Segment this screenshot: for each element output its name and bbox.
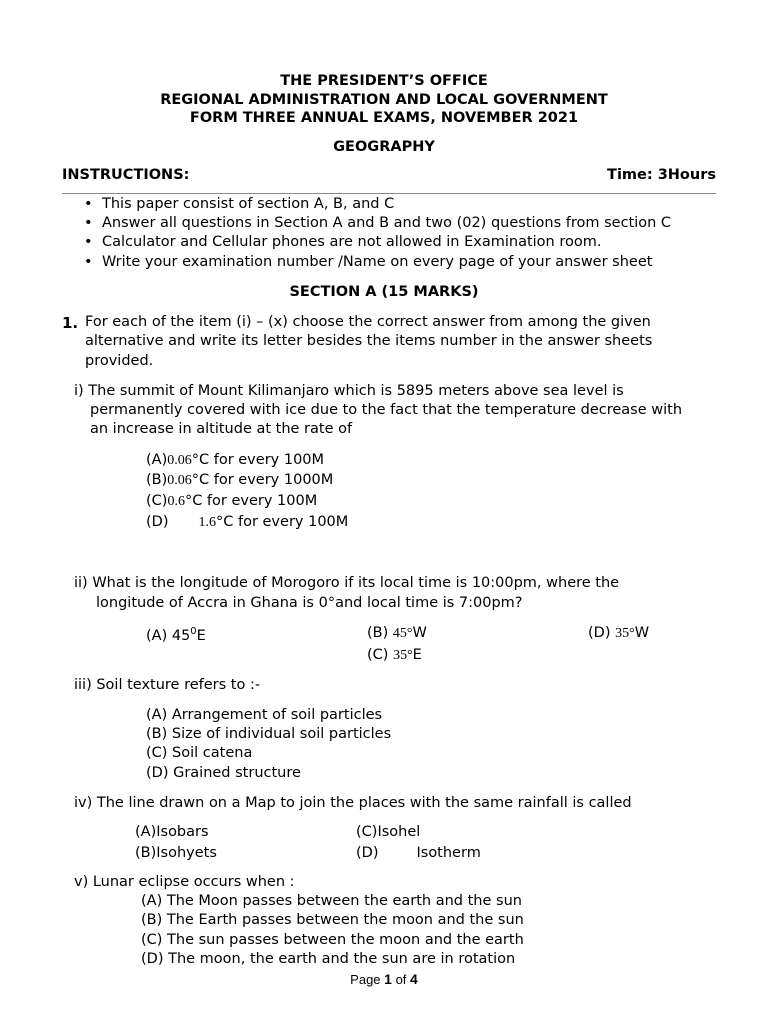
option-v-d: (D) The moon, the earth and the sun are in rotation (141, 951, 516, 967)
option-i-b: (B)0.06°C for every 1000M (146, 472, 334, 488)
option-i-a: (A)0.06°C for every 100M (146, 452, 325, 468)
option-iv-a: (A)Isobars (135, 824, 209, 840)
instruction-item: • Calculator and Cellular phones are not allowed in Examination room. (102, 234, 601, 250)
instruction-item: • Write your examination number /Name on every page of your answer sheet (102, 254, 652, 270)
page-footer: Page 1 of 4 (350, 971, 418, 987)
question-i-stem: permanently covered with ice due to the fact that the temperature decrease with (90, 402, 683, 418)
option-iv-c: (C)Isohel (356, 824, 421, 840)
instruction-item: • Answer all questions in Section A and B and two (02) questions from section C (102, 215, 671, 231)
question-ii-stem: longitude of Accra in Ghana is 0°and local time is 7:00pm? (96, 595, 523, 611)
option-v-a: (A) The Moon passes between the earth and the sun (141, 893, 522, 909)
option-iii-b: (B) Size of individual soil particles (146, 726, 392, 742)
option-ii-b: (B) 45°W (367, 625, 427, 641)
question-i-stem: an increase in altitude at the rate of (90, 421, 353, 437)
option-iii-c: (C) Soil catena (146, 745, 253, 761)
option-iv-b: (B)Isohyets (135, 845, 217, 861)
instructions-divider (62, 193, 716, 194)
option-v-b: (B) The Earth passes between the moon and the sun (141, 912, 524, 928)
option-iv-d: (D) Isotherm (356, 845, 481, 861)
header-line-3: FORM THREE ANNUAL EXAMS, NOVEMBER 2021 (189, 110, 579, 126)
subject-title: GEOGRAPHY (333, 139, 435, 155)
section-a-title: SECTION A (15 MARKS) (289, 284, 479, 300)
question-v-stem: v) Lunar eclipse occurs when : (74, 874, 295, 890)
question-1-number: 1. (62, 314, 79, 332)
question-iii-stem: iii) Soil texture refers to :- (74, 677, 261, 693)
question-1-text-line: alternative and write its letter besides the items number in the answer sheets (85, 333, 653, 349)
option-i-c: (C)0.6°C for every 100M (146, 493, 318, 509)
question-ii-stem: ii) What is the longitude of Morogoro if its local time is 10:00pm, where the (74, 575, 620, 591)
question-1-text-line: For each of the item (i) – (x) choose the correct answer from among the given (85, 314, 651, 330)
option-v-c: (C) The sun passes between the moon and the earth (141, 932, 524, 948)
option-ii-d: (D) 35°W (588, 625, 650, 641)
option-iii-a: (A) Arrangement of soil particles (146, 707, 383, 723)
instructions-label: INSTRUCTIONS: (62, 167, 190, 183)
instruction-item: • This paper consist of section A, B, and C (102, 196, 394, 212)
option-i-d: (D) 1.6°C for every 100M (146, 514, 349, 530)
header-line-1: THE PRESIDENT’S OFFICE (280, 73, 488, 89)
question-i-stem: i) The summit of Mount Kilimanjaro which is 5895 meters above sea level is (74, 383, 624, 399)
question-1-text-line: provided. (85, 353, 154, 369)
option-iii-d: (D) Grained structure (146, 765, 301, 781)
time-allowed: Time: 3Hours (607, 167, 716, 183)
header-line-2: REGIONAL ADMINISTRATION AND LOCAL GOVERNMENT (160, 92, 608, 108)
question-iv-stem: iv) The line drawn on a Map to join the places with the same rainfall is called (74, 795, 632, 811)
option-ii-a: (A) $45^0E$ (146, 626, 206, 644)
option-ii-c: (C) 35°E (367, 647, 422, 663)
